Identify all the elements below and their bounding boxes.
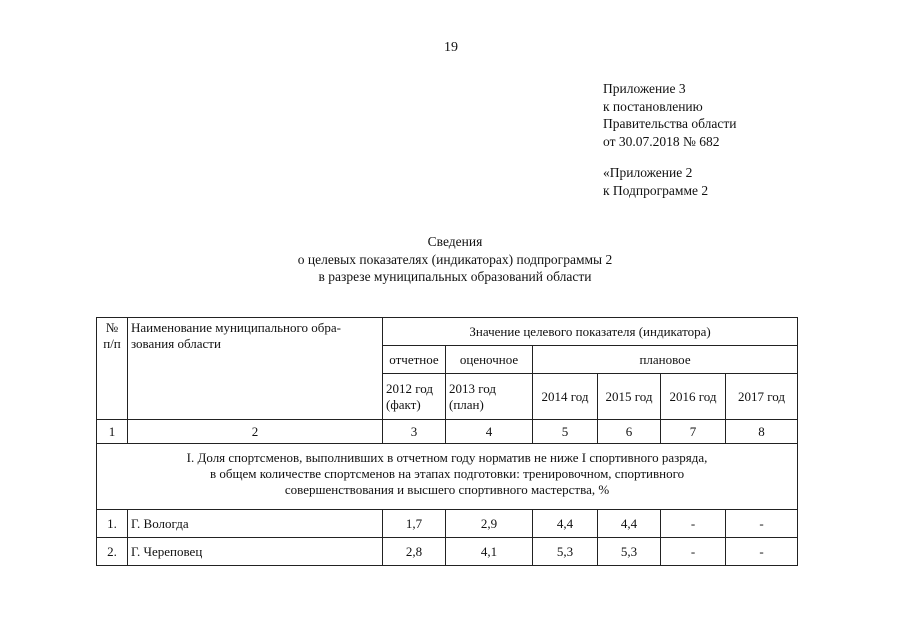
- title-line: Сведения: [427, 234, 483, 249]
- header-year-2014: 2014 год: [533, 374, 598, 420]
- column-number: 6: [598, 420, 661, 444]
- column-number: 3: [383, 420, 446, 444]
- column-number: 2: [128, 420, 383, 444]
- table-row: [97, 510, 798, 538]
- appendix-reference-primary: [603, 80, 736, 150]
- value-cell: -: [726, 538, 798, 566]
- appendix-reference-secondary: [603, 164, 708, 199]
- appendix-line: Приложение 3: [603, 81, 686, 96]
- appendix-line: к Подпрограмме 2: [603, 182, 709, 198]
- column-number: 7: [661, 420, 726, 444]
- value-cell: 2,9: [446, 510, 533, 538]
- header-reported: отчетное: [383, 346, 446, 374]
- header-planned: плановое: [533, 346, 798, 374]
- header-year-2012: 2012 год (факт): [383, 374, 446, 420]
- column-number: 5: [533, 420, 598, 444]
- page-number: 19: [444, 40, 458, 55]
- section-title: [97, 444, 798, 510]
- value-cell: -: [661, 510, 726, 538]
- header-estimated: оценочное: [446, 346, 533, 374]
- value-cell: 4,1: [446, 538, 533, 566]
- row-num: 2.: [97, 538, 128, 566]
- appendix-line: «Приложение 2: [603, 165, 693, 180]
- row-name: Г. Череповец: [128, 538, 383, 566]
- value-cell: 2,8: [383, 538, 446, 566]
- value-cell: 4,4: [533, 510, 598, 538]
- title-line: о целевых показателях (индикаторах) подпрограммы 2: [297, 251, 613, 267]
- column-number: 1: [97, 420, 128, 444]
- table-row: [97, 538, 798, 566]
- indicators-table: [96, 317, 798, 566]
- value-cell: 5,3: [533, 538, 598, 566]
- value-cell: 4,4: [598, 510, 661, 538]
- appendix-line: от 30.07.2018 № 682: [603, 133, 720, 149]
- header-year-2017: 2017 год: [726, 374, 798, 420]
- header-name: Наименование муниципального обра-зования области: [128, 318, 383, 420]
- section-title-line: совершенствования и высшего спортивного мастерства, %: [284, 482, 610, 497]
- column-number: 4: [446, 420, 533, 444]
- column-number: 8: [726, 420, 798, 444]
- header-year-2015: 2015 год: [598, 374, 661, 420]
- value-cell: -: [726, 510, 798, 538]
- value-cell: 1,7: [383, 510, 446, 538]
- header-year-2016: 2016 год: [661, 374, 726, 420]
- header-value-group: Значение целевого показателя (индикатора): [383, 318, 798, 346]
- row-name: Г. Вологда: [128, 510, 383, 538]
- row-num: 1.: [97, 510, 128, 538]
- header-year-2013: 2013 год (план): [446, 374, 533, 420]
- appendix-line: Правительства области: [603, 116, 737, 131]
- section-title-line: I. Доля спортсменов, выполнивших в отчетном году норматив не ниже I спортивного разряда,: [186, 450, 708, 465]
- document-title: [0, 233, 905, 286]
- section-title-line: в общем количестве спортсменов на этапах подготовки: тренировочном, спортивного: [209, 466, 685, 481]
- title-line: в разрезе муниципальных образований области: [318, 269, 592, 284]
- value-cell: 5,3: [598, 538, 661, 566]
- appendix-line: к постановлению: [603, 98, 703, 114]
- header-num: № п/п: [97, 318, 128, 420]
- value-cell: -: [661, 538, 726, 566]
